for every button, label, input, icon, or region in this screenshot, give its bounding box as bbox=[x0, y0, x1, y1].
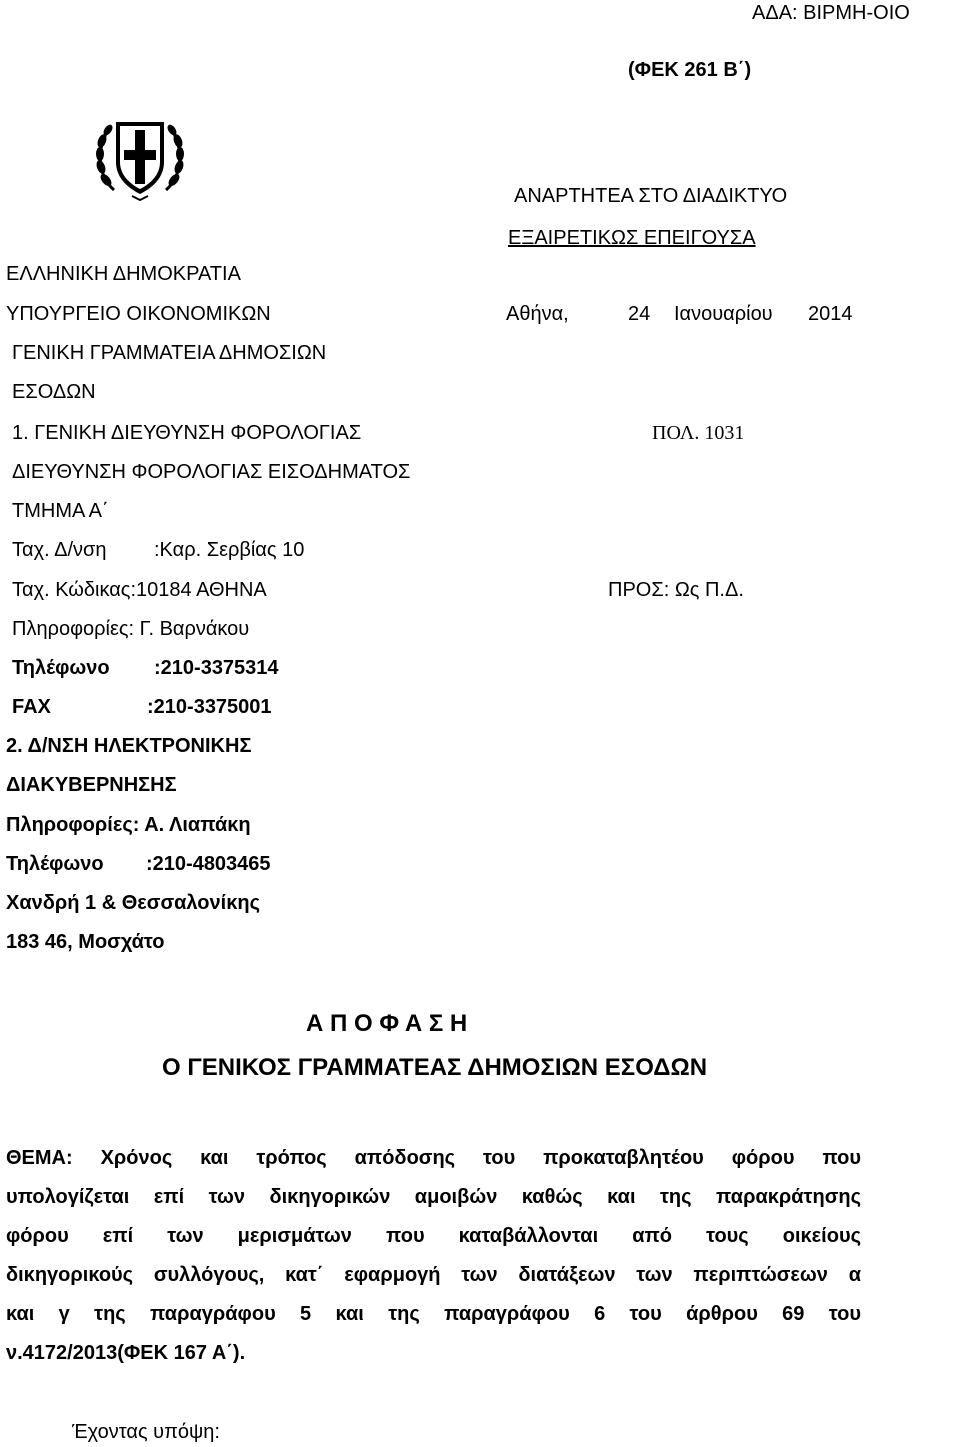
sender-directorate-2-line2: ΔΙΑΚΥΒΕΡΝΗΣΗΣ bbox=[6, 774, 177, 796]
recipient: ΠΡΟΣ: Ως Π.Δ. bbox=[608, 579, 744, 601]
post-online-notice: ΑΝΑΡΤΗΤΕΑ ΣΤΟ ΔΙΑΔΙΚΤΥΟ bbox=[514, 185, 788, 207]
sender-phone-1-label: Τηλέφωνο bbox=[12, 657, 110, 679]
greek-coat-of-arms-icon bbox=[92, 110, 188, 206]
pol-reference: ΠΟΛ. 1031 bbox=[652, 422, 745, 444]
sender-info-1: Πληροφορίες: Γ. Βαρνάκου bbox=[12, 618, 250, 640]
sender-directorate-2-line1: 2. Δ/ΝΣΗ ΗΛΕΚΤΡΟΝΙΚΗΣ bbox=[6, 735, 252, 757]
sender-secretariat-line1: ΓΕΝΙΚΗ ΓΡΑΜΜΑΤΕΙΑ ΔΗΜΟΣΙΩΝ bbox=[12, 342, 327, 364]
subject-line: και γ της παραγράφου 5 και της παραγράφου 6 του άρθρου 69 του bbox=[6, 1303, 861, 1325]
sender-info-2: Πληροφορίες: Α. Λιαπάκη bbox=[6, 814, 251, 836]
date-city: Αθήνα, bbox=[506, 303, 569, 325]
sender-phone-2-label: Τηλέφωνο bbox=[6, 853, 104, 875]
date-day: 24 bbox=[628, 303, 651, 325]
sender-phone-1-value: :210-3375314 bbox=[154, 657, 279, 679]
subject-line: υπολογίζεται επί των δικηγορικών αμοιβών καθώς και της παρακράτησης bbox=[6, 1186, 861, 1208]
sender-address-label: Ταχ. Δ/νση bbox=[12, 539, 107, 561]
date-year: 2014 bbox=[808, 303, 853, 325]
subject-line: δικηγορικούς συλλόγους, κατ΄ εφαρμογή των διατάξεων των περιπτώσεων α bbox=[6, 1264, 861, 1286]
decision-title: Α Π Ο Φ Α Σ Η bbox=[306, 1010, 468, 1037]
sender-department: ΤΜΗΜΑ Α΄ bbox=[12, 500, 109, 522]
subject-line: φόρου επί των μερισμάτων που καταβάλλονται από τους οικείους bbox=[6, 1225, 861, 1247]
subject-line: ν.4172/2013(ΦΕΚ 167 Α΄). bbox=[6, 1342, 246, 1364]
sender-postcode: Ταχ. Κώδικας:10184 ΑΘΗΝΑ bbox=[12, 579, 267, 601]
subject-line: ΘΕΜΑ: Χρόνος και τρόπος απόδοσης του προκαταβλητέου φόρου που bbox=[6, 1147, 861, 1169]
fek-reference: (ΦΕΚ 261 Β΄) bbox=[628, 59, 752, 81]
considering-heading: Έχοντας υπόψη: bbox=[72, 1421, 220, 1443]
sender-address-value: :Καρ. Σερβίας 10 bbox=[154, 539, 305, 561]
sender-fax-label: FAX bbox=[12, 696, 51, 718]
ada-code: ΑΔΑ: ΒΙΡΜΗ-ΟΙΟ bbox=[752, 2, 910, 24]
sender-fax-value: :210-3375001 bbox=[147, 696, 272, 718]
sender-address-2: Χανδρή 1 & Θεσσαλονίκης bbox=[6, 892, 260, 914]
date-month: Ιανουαρίου bbox=[674, 303, 773, 325]
decision-issuer: Ο ΓΕΝΙΚΟΣ ΓΡΑΜΜΑΤΕΑΣ ΔΗΜΟΣΙΩΝ ΕΣΟΔΩΝ bbox=[162, 1054, 708, 1081]
sender-directorate: ΔΙΕΥΘΥΝΣΗ ΦΟΡΟΛΟΓΙΑΣ ΕΙΣΟΔΗΜΑΤΟΣ bbox=[12, 461, 411, 483]
urgent-notice: ΕΞΑΙΡΕΤΙΚΩΣ ΕΠΕΙΓΟΥΣΑ bbox=[508, 227, 756, 249]
sender-address-2-city: 183 46, Μοσχάτο bbox=[6, 931, 165, 953]
sender-secretariat-line2: ΕΣΟΔΩΝ bbox=[12, 381, 96, 403]
sender-ministry: ΥΠΟΥΡΓΕΙΟ ΟΙΚΟΝΟΜΙΚΩΝ bbox=[6, 303, 271, 325]
sender-country: ΕΛΛΗΝΙΚΗ ΔΗΜΟΚΡΑΤΙΑ bbox=[6, 263, 241, 285]
sender-directorate-general: 1. ΓΕΝΙΚΗ ΔΙΕΥΘΥΝΣΗ ΦΟΡΟΛΟΓΙΑΣ bbox=[12, 422, 362, 444]
sender-phone-2-value: :210-4803465 bbox=[146, 853, 271, 875]
